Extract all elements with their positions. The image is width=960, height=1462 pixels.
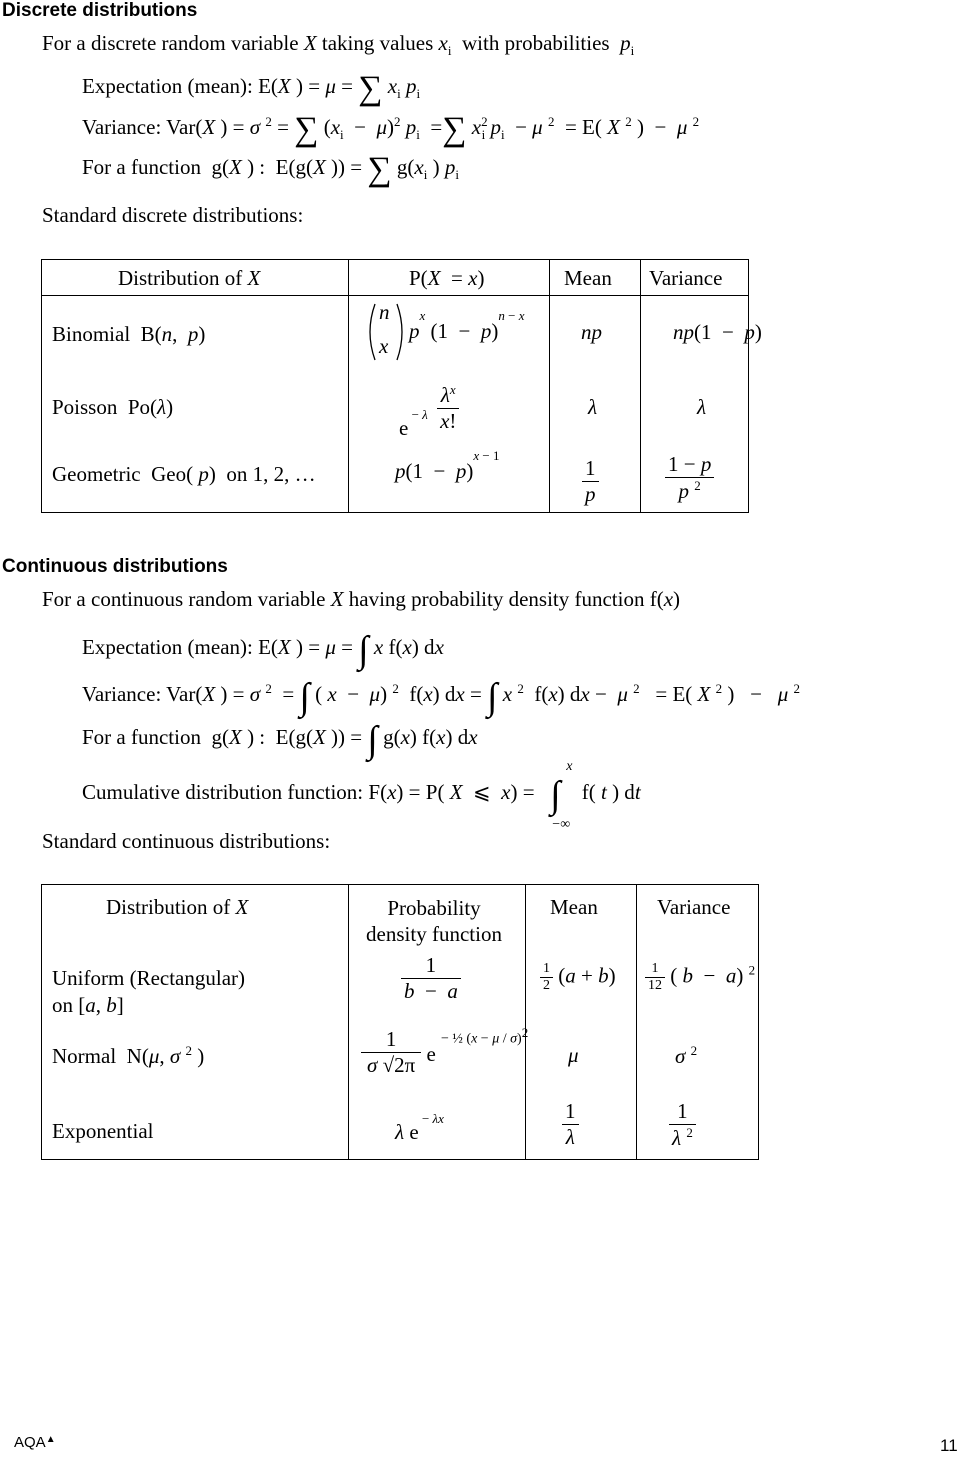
continuous-header-mean: Mean xyxy=(550,895,598,919)
uniform-pdf: $\frac{1}{b - a}$ xyxy=(401,953,461,1004)
exponential-pdf: λ e $^{- \lambda x}$ xyxy=(395,1111,444,1144)
poisson-name: Poisson Po(λ) xyxy=(52,395,174,419)
continuous-table xyxy=(41,884,759,1160)
geometric-name: Geometric Geo( p) on 1, 2, … xyxy=(52,462,316,486)
binomial-name: Binomial B(n, p) xyxy=(52,322,206,346)
discrete-standard-label: Standard discrete distributions: xyxy=(42,203,304,227)
geometric-pmf: $p(1 - p)^{x - 1}$ xyxy=(395,448,500,483)
poisson-mean: λ xyxy=(588,395,598,419)
discrete-function: For a function g(X ) : E(g(X )) = ∑ $g(x_i$ ) $p_i$ xyxy=(82,151,459,188)
binomial-variance: np(1 − p) xyxy=(673,320,762,344)
continuous-expectation: Expectation (mean): E(X ) = μ = ∫ x f(x) dx xyxy=(82,629,444,671)
continuous-function: For a function g(X ) : E(g(X )) = ∫ g(x) f(x) dx xyxy=(82,719,478,761)
continuous-cdf: Cumulative distribution function: F(x) = P( X ⩽ x) = ∫ x −∞ f( t ) dt xyxy=(82,759,641,832)
exponential-mean: $\frac{1}{\lambda}$ xyxy=(562,1099,579,1150)
continuous-variance: Variance: Var(X ) = σ $^2$ = ∫ ( x − μ) $^2$ f(x) dx = ∫ x $^2$ f(x) dx − μ $^2$ = E( X $^2$ ) − μ $^2$ xyxy=(82,676,801,718)
normal-pdf: $\frac{1}{\sigma √2\pi}$ e − ½ $(x - \mu / \sigma)^2$ xyxy=(361,1027,436,1078)
continuous-standard-label: Standard continuous distributions: xyxy=(42,829,331,853)
poisson-variance: λ xyxy=(697,395,707,419)
discrete-table: Distribution of X P(X = x) Mean Variance Binomial B(n, p) Poisson Po(λ) Geometric Geo( p) on 1, 2, … n x $p^x$ $(1 - p)^{n - x}$ e $^{- \lambda}$ $\frac{\lambda^x}{x!}$ $p(1 - p)^{x - 1}$ np λ $\frac{1}{p}$ np(1 − p) λ $\frac{1 - p}{p ^2}$ xyxy=(41,259,749,513)
discrete-heading: Discrete distributions xyxy=(2,0,198,21)
exponential-variance: $\frac{1}{\lambda ^2}$ xyxy=(669,1099,696,1151)
aqa-logo: AQA▲ xyxy=(14,1434,56,1451)
normal-name: Normal N(μ, σ $^2$ ) xyxy=(52,1043,205,1068)
exponential-name: Exponential xyxy=(52,1119,154,1143)
discrete-variance: Variance: Var(X ) = σ $^2$ = ∑ $(x_i - \mu)^2$ $p_i$ =∑ $x^2_i$ $p_i - \mu$ $^2$ = E( X $^2$ ) − μ $^2$ xyxy=(82,111,700,148)
discrete-intro: For a discrete random variable X taking values $x_i$ with probabilities $p_i$ xyxy=(42,31,635,59)
discrete-header-mean: Mean xyxy=(564,266,612,290)
continuous-heading: Continuous distributions xyxy=(2,556,228,577)
normal-mean: μ xyxy=(568,1043,579,1067)
binomial-mean: np xyxy=(581,320,602,344)
geometric-mean: $\frac{1}{p}$ xyxy=(582,456,599,507)
discrete-expectation: Expectation (mean): E(X ) = μ = ∑ $x_i$ $p_i$ xyxy=(82,70,421,107)
uniform-variance: $\frac{1}{12}$ ( b − a) $^2$ xyxy=(645,961,755,994)
continuous-header-variance: Variance xyxy=(657,895,731,919)
uniform-name: Uniform (Rectangular) on [a, b] xyxy=(52,966,246,1017)
poisson-pmf: e $^{- \lambda}$ $\frac{\lambda^x}{x!}$ xyxy=(399,382,459,434)
uniform-mean: $\frac{1}{2}$ (a + b) xyxy=(540,961,616,994)
discrete-header-dist: Distribution of X xyxy=(118,266,261,290)
continuous-header-dist: Distribution of X xyxy=(106,895,249,919)
discrete-header-pmf: P(X = x) xyxy=(409,266,485,290)
normal-variance: σ $^2$ xyxy=(675,1043,698,1068)
geometric-variance: $\frac{1 - p}{p ^2}$ xyxy=(665,452,714,504)
continuous-header-pdf: Probability density function xyxy=(366,896,502,946)
discrete-header-variance: Variance xyxy=(649,266,723,290)
continuous-intro: For a continuous random variable X having probability density function f(x) xyxy=(42,587,681,611)
page-number: 11 xyxy=(940,1436,958,1455)
